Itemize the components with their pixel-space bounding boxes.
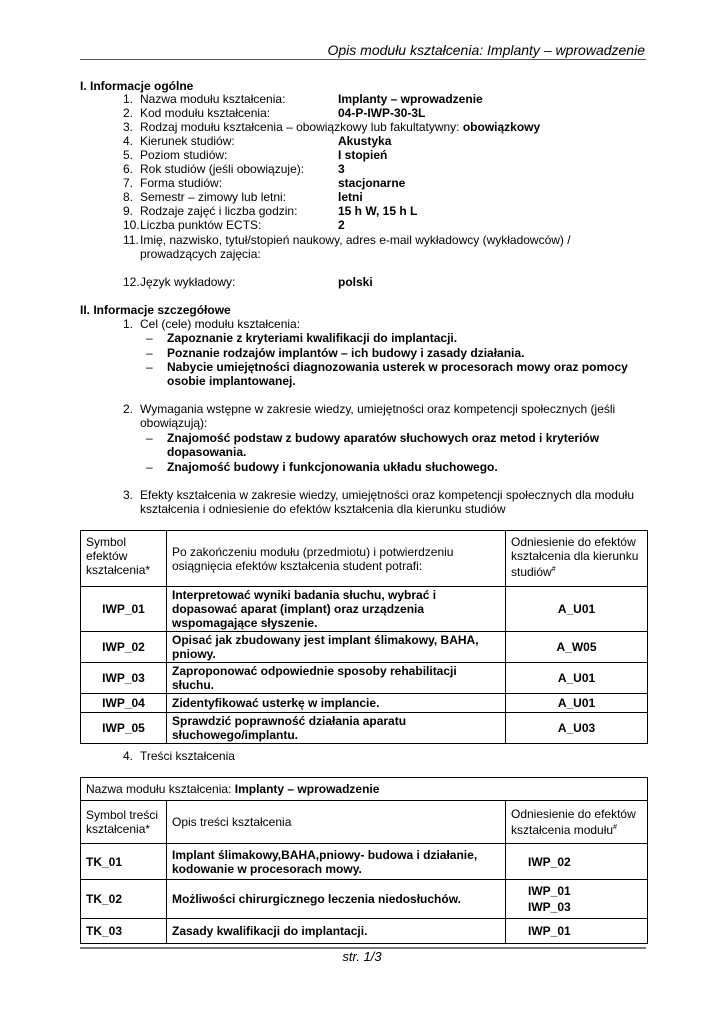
section-2-heading: II. Informacje szczegółowe xyxy=(80,303,231,317)
section-1-heading: I. Informacje ogólne xyxy=(80,79,194,93)
column-header: Symbol treści kształcenia* xyxy=(81,801,167,844)
effect-reference: A_U03 xyxy=(506,713,648,744)
dash-bullet: – xyxy=(146,460,153,474)
dash-bullet: – xyxy=(146,331,153,345)
item-value: 15 h W, 15 h L xyxy=(338,204,418,218)
column-header-text: Odniesienie do efektów kształcenia modułu xyxy=(511,807,636,837)
table-row xyxy=(81,919,648,944)
item-value: Akustyka xyxy=(338,134,392,148)
item-number: 7. xyxy=(123,176,134,190)
content-description: Zasady kwalifikacji do implantacji. xyxy=(167,919,506,944)
effect-description: Opisać jak zbudowany jest implant ślimakowy, BAHA, pniowy. xyxy=(167,632,506,663)
effects-label: Efekty kształcenia w zakresie wiedzy, umiejętności oraz kompetencji społecznych dla modułu xyxy=(140,488,634,502)
item-label: Kod modułu kształcenia: xyxy=(140,106,271,120)
footnote-mark: # xyxy=(613,824,617,831)
effect-symbol: IWP_03 xyxy=(81,663,167,694)
item-label: Poziom studiów: xyxy=(140,148,228,162)
reference-code: IWP_03 xyxy=(528,900,571,914)
dash-bullet: – xyxy=(146,360,153,374)
table-header-row xyxy=(81,801,648,844)
content-label: Treści kształcenia xyxy=(140,749,235,763)
item-label: Liczba punktów ECTS: xyxy=(140,218,262,232)
table-row xyxy=(81,663,648,694)
column-header xyxy=(506,801,648,844)
item-value: 2 xyxy=(338,218,345,232)
dash-bullet: – xyxy=(146,431,153,445)
item-value: 04-P-IWP-30-3L xyxy=(338,106,426,120)
item-number: 10. xyxy=(123,218,140,232)
column-header-text: Odniesienie do efektów kształcenia dla kierunku studiów xyxy=(511,535,639,579)
item-label: Kierunek studiów: xyxy=(140,134,235,148)
requirements-label: Wymagania wstępne w zakresie wiedzy, umiejętności oraz kompetencji społecznych (jeśli xyxy=(140,402,616,416)
learning-effects-table xyxy=(80,530,648,744)
item-number: 6. xyxy=(123,162,134,176)
module-name-label: Nazwa modułu kształcenia: xyxy=(86,782,235,796)
effect-symbol: IWP_04 xyxy=(81,694,167,713)
item-number: 12. xyxy=(123,275,140,289)
table-row xyxy=(81,694,648,713)
item-label: Nazwa modułu kształcenia: xyxy=(140,92,286,106)
item-number: 4. xyxy=(123,134,134,148)
item-number: 1. xyxy=(123,92,134,106)
content-reference xyxy=(506,844,648,880)
content-reference xyxy=(506,880,648,919)
effect-description: Sprawdzić poprawność działania aparatu słuchowego/implantu. xyxy=(167,713,506,744)
goal-item: Poznanie rodzajów implantów – ich budowy i zasady działania. xyxy=(167,346,525,360)
item-value: 3 xyxy=(338,162,345,176)
effect-description: Zidentyfikować usterkę w implancie. xyxy=(167,694,506,713)
item-value: polski xyxy=(338,275,373,289)
content-symbol: TK_02 xyxy=(81,880,167,919)
column-header: Symbol efektów kształcenia* xyxy=(81,531,167,587)
column-header: Opis treści kształcenia xyxy=(167,801,506,844)
reference-code: IWP_02 xyxy=(528,854,571,869)
item-label: Semestr – zimowy lub letni: xyxy=(140,190,287,204)
item-value: Implanty – wprowadzenie xyxy=(338,92,483,106)
page-number: str. 1/3 xyxy=(342,949,382,964)
effect-reference: A_W05 xyxy=(506,632,648,663)
table-row xyxy=(81,587,648,632)
item-value: obowiązkowy xyxy=(462,120,541,134)
content-symbol: TK_01 xyxy=(81,844,167,880)
effect-description: Zaproponować odpowiednie sposoby rehabilitacji słuchu. xyxy=(167,663,506,694)
course-content-table xyxy=(80,777,648,944)
requirements-label: obowiązują): xyxy=(140,416,208,430)
item-label: Imię, nazwisko, tytuł/stopień naukowy, adres e-mail wykładowcy (wykładowców) / xyxy=(140,233,571,247)
table-row xyxy=(81,880,648,919)
page-header-title: Opis modułu kształcenia: Implanty – wprowadzenie xyxy=(327,42,645,58)
item-value: stacjonarne xyxy=(338,176,406,190)
goal-item: osobie implantowanej. xyxy=(167,374,296,388)
footnote-mark: # xyxy=(551,566,556,573)
item-number: 5. xyxy=(123,148,134,162)
item-number: 8. xyxy=(123,190,134,204)
header-divider xyxy=(80,59,646,60)
column-header xyxy=(506,531,648,587)
item-number: 3. xyxy=(123,120,134,134)
goal-item: Zapoznanie z kryteriami kwalifikacji do implantacji. xyxy=(167,331,458,345)
content-description: Możliwości chirurgicznego leczenia niedosłuchów. xyxy=(167,880,506,919)
module-name-row xyxy=(81,778,648,801)
requirement-item: Znajomość podstaw z budowy aparatów słuchowych oraz metod i kryteriów xyxy=(167,431,600,445)
goals-label: Cel (cele) modułu kształcenia: xyxy=(140,317,301,331)
goal-item: Nabycie umiejętności diagnozowania usterek w procesorach mowy oraz pomocy xyxy=(167,360,628,374)
item-number: 2. xyxy=(123,106,134,120)
requirement-item: dopasowania. xyxy=(167,445,247,459)
item-label: Język wykładowy: xyxy=(140,275,236,289)
reference-code: IWP_01 xyxy=(528,924,571,938)
item-label: Rok studiów (jeśli obowiązuje): xyxy=(140,162,305,176)
module-name-cell xyxy=(81,778,648,801)
item-label: prowadzących zajęcia: xyxy=(140,247,261,261)
item-number: 1. xyxy=(123,317,134,331)
item-value: I stopień xyxy=(338,148,388,162)
item-value: letni xyxy=(338,190,363,204)
item-number: 3. xyxy=(123,488,134,502)
table-row xyxy=(81,632,648,663)
item-label: Rodzaje zajęć i liczba godzin: xyxy=(140,204,298,218)
column-header: Po zakończeniu modułu (przedmiotu) i potwierdzeniu osiągnięcia efektów kształcenia student potrafi: xyxy=(167,531,506,587)
effect-reference: A_U01 xyxy=(506,694,648,713)
content-description: Implant ślimakowy,BAHA,pniowy- budowa i działanie, kodowanie w procesorach mowy. xyxy=(167,844,506,880)
effect-symbol: IWP_01 xyxy=(81,587,167,632)
table-row xyxy=(81,713,648,744)
module-name-value: Implanty – wprowadzenie xyxy=(234,782,380,796)
item-number: 4. xyxy=(123,749,134,763)
item-label xyxy=(140,120,540,134)
effect-reference: A_U01 xyxy=(506,663,648,694)
dash-bullet: – xyxy=(146,346,153,360)
table-row xyxy=(81,844,648,880)
reference-code: IWP_01 xyxy=(528,884,571,898)
item-label-text: Rodzaj modułu kształcenia – obowiązkowy lub fakultatywny: xyxy=(140,120,463,134)
item-number: 11. xyxy=(123,233,139,247)
table-header-row xyxy=(81,531,648,587)
effects-label: kształcenia i odniesienie do efektów kształcenia dla kierunku studiów xyxy=(140,502,506,516)
item-number: 9. xyxy=(123,204,134,218)
effect-reference: A_U01 xyxy=(506,587,648,632)
item-label: Forma studiów: xyxy=(140,176,223,190)
effect-symbol: IWP_05 xyxy=(81,713,167,744)
effect-description: Interpretować wyniki badania słuchu, wybrać i dopasować aparat (implant) oraz urządzenia wspomagające słyszenie. xyxy=(167,587,506,632)
requirement-item: Znajomość budowy i funkcjonowania układu słuchowego. xyxy=(167,460,498,474)
effect-symbol: IWP_02 xyxy=(81,632,167,663)
content-reference xyxy=(506,919,648,944)
content-symbol: TK_03 xyxy=(81,919,167,944)
item-number: 2. xyxy=(123,402,134,416)
